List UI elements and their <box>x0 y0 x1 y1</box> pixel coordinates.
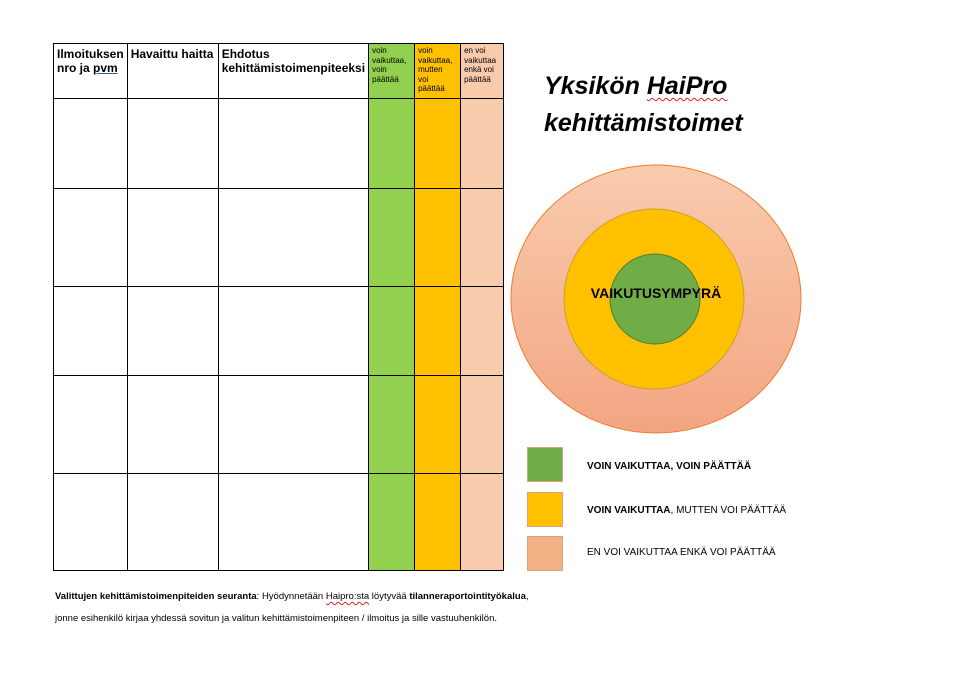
cell-amber[interactable] <box>415 376 461 474</box>
legend-label-amber: VOIN VAIKUTTAA, MUTTEN VOI PÄÄTTÄÄ <box>587 505 787 516</box>
cell-report-number[interactable] <box>54 474 128 571</box>
header-can-influence-cannot-decide: voin vaikuttaa, mutten voi päättää <box>415 44 461 99</box>
table-row <box>54 376 504 474</box>
cell-green[interactable] <box>369 287 415 376</box>
spellcheck-marked-word: HaiPro <box>646 72 728 100</box>
title-line-1: Yksikön HaiPro <box>544 72 728 100</box>
table-row <box>54 189 504 287</box>
table-row <box>54 99 504 189</box>
cell-report-number[interactable] <box>54 99 128 189</box>
cell-amber[interactable] <box>415 189 461 287</box>
cell-amber[interactable] <box>415 287 461 376</box>
header-cannot-influence-cannot-decide: en voi vaikuttaa enkä voi päättää <box>461 44 504 99</box>
legend-label-green: VOIN VAIKUTTAA, VOIN PÄÄTTÄÄ <box>587 461 752 472</box>
legend-swatch-green <box>527 447 563 482</box>
legend-label-peach: EN VOI VAIKUTTAA ENKÄ VOI PÄÄTTÄÄ <box>587 547 776 558</box>
cell-report-number[interactable] <box>54 376 128 474</box>
cell-peach[interactable] <box>461 474 504 571</box>
cell-observed-issue[interactable] <box>127 189 218 287</box>
improvement-table <box>53 43 504 571</box>
table-header-row <box>54 44 504 99</box>
footer-line-1: Valittujen kehittämistoimenpiteiden seuranta: Hyödynnetään Haipro:sta löytyvää tilanneraportointityökalua, <box>55 591 529 602</box>
title-line-2: kehittämistoimet <box>544 109 743 137</box>
cell-green[interactable] <box>369 99 415 189</box>
cell-observed-issue[interactable] <box>127 376 218 474</box>
page-title <box>544 68 844 142</box>
table-row <box>54 287 504 376</box>
legend-swatch-amber <box>527 492 563 527</box>
cell-improvement-proposal[interactable] <box>218 189 368 287</box>
header-report-number: Ilmoituksen nro ja pvm <box>54 44 128 99</box>
header-observed-issue: Havaittu haitta <box>127 44 218 99</box>
diagram-label: VAIKUTUSYMPYRÄ <box>590 285 722 301</box>
header-improvement-proposal: Ehdotus kehittämistoimenpiteeksi <box>218 44 368 99</box>
header-can-influence-can-decide: voin vaikuttaa, voin päättää <box>369 44 415 99</box>
cell-improvement-proposal[interactable] <box>218 287 368 376</box>
cell-observed-issue[interactable] <box>127 474 218 571</box>
table-row <box>54 474 504 571</box>
cell-green[interactable] <box>369 189 415 287</box>
cell-report-number[interactable] <box>54 189 128 287</box>
cell-observed-issue[interactable] <box>127 287 218 376</box>
cell-green[interactable] <box>369 474 415 571</box>
cell-peach[interactable] <box>461 99 504 189</box>
legend-swatch-peach <box>527 536 563 571</box>
cell-improvement-proposal[interactable] <box>218 99 368 189</box>
cell-amber[interactable] <box>415 99 461 189</box>
spellcheck-marked-word: Haipro:sta <box>325 591 370 602</box>
footer-line-2: jonne esihenkilö kirjaa yhdessä sovitun ja valitun kehittämistoimenpiteen / ilmoitus ja sille vastuuhenkilön. <box>55 613 497 624</box>
cell-amber[interactable] <box>415 474 461 571</box>
cell-green[interactable] <box>369 376 415 474</box>
cell-peach[interactable] <box>461 376 504 474</box>
cell-peach[interactable] <box>461 189 504 287</box>
cell-peach[interactable] <box>461 287 504 376</box>
cell-observed-issue[interactable] <box>127 99 218 189</box>
cell-improvement-proposal[interactable] <box>218 474 368 571</box>
cell-improvement-proposal[interactable] <box>218 376 368 474</box>
cell-report-number[interactable] <box>54 287 128 376</box>
